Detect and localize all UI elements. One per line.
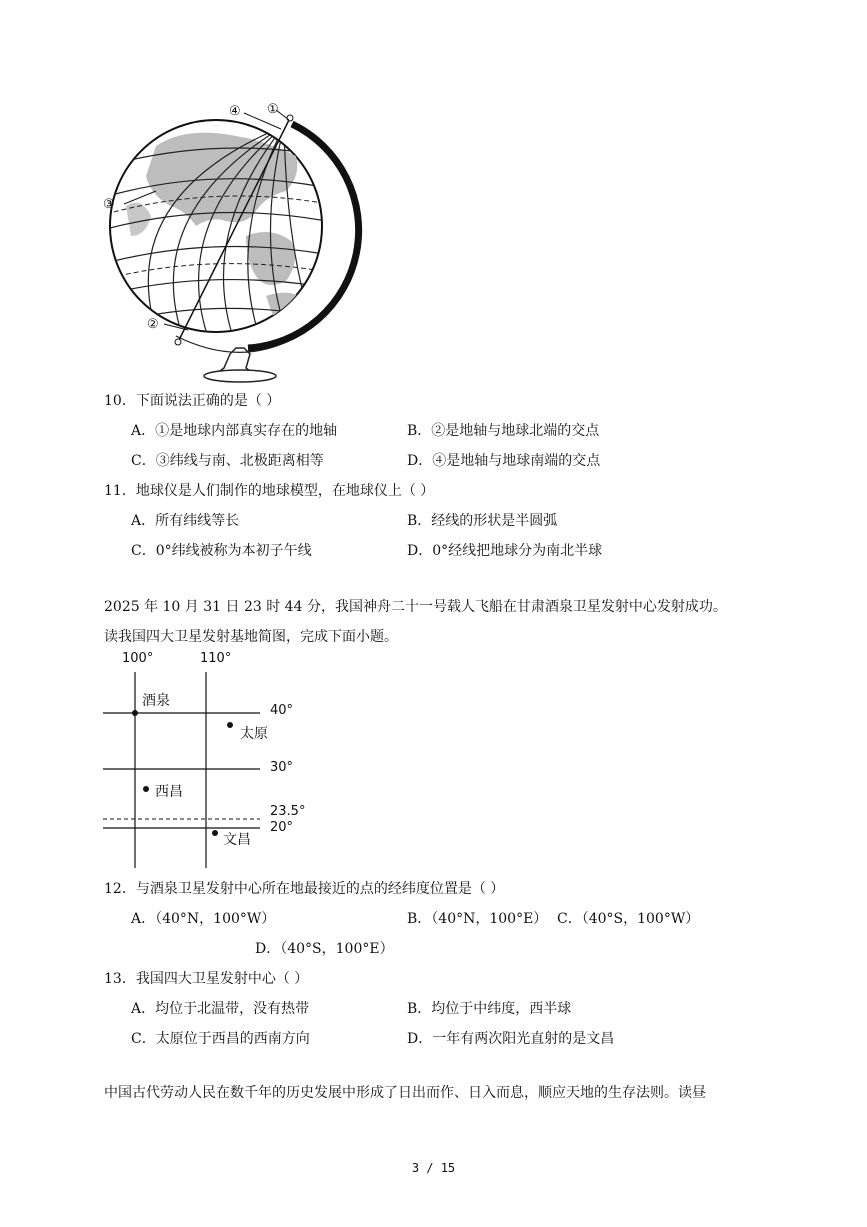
question-10-stem: 10．下面说法正确的是（ ）	[104, 393, 281, 409]
question-10-option-c: C．③纬线与南、北极距离相等	[131, 453, 324, 469]
question-11-stem: 11．地球仪是人们制作的地球模型，在地球仪上（ ）	[104, 483, 435, 499]
globe-label-1: ①	[267, 102, 279, 117]
lat-label-23-5: 23.5°	[270, 804, 306, 819]
question-11-option-b: B．经线的形状是半圆弧	[407, 513, 558, 529]
question-13-option-b: B．均位于中纬度，西半球	[407, 1001, 572, 1017]
question-12-stem: 12．与酒泉卫星发射中心所在地最接近的点的经纬度位置是（ ）	[104, 881, 505, 897]
taiyuan-dot	[227, 722, 233, 728]
place-xichang: 西昌	[155, 784, 183, 800]
question-10-option-a: A．①是地球内部真实存在的地轴	[131, 423, 338, 439]
place-jiuquan: 酒泉	[142, 693, 170, 709]
globe-label-3: ③	[103, 197, 115, 212]
question-13-option-d: D．一年有两次阳光直射的是文昌	[407, 1031, 615, 1047]
question-10-option-b: B．②是地轴与地球北端的交点	[407, 423, 600, 439]
lat-label-40: 40°	[270, 703, 294, 718]
closing-paragraph: 中国古代劳动人民在数千年的历史发展中形成了日出而作、日入而息，顺应天地的生存法则。读昼	[104, 1085, 706, 1101]
intro-line-2: 读我国四大卫星发射基地简图，完成下面小题。	[104, 629, 398, 645]
question-12-option-a: A．（40°N，100°W）	[131, 911, 276, 927]
lat-label-20: 20°	[270, 820, 294, 835]
question-10-option-d: D．④是地轴与地球南端的交点	[407, 453, 601, 469]
globe-label-2: ②	[147, 317, 159, 332]
wenchang-dot	[212, 830, 218, 836]
xichang-dot	[143, 786, 149, 792]
globe-label-4: ④	[229, 104, 241, 119]
lon-label-100: 100°	[122, 651, 154, 666]
question-12-option-c: C．（40°S，100°W）	[557, 911, 700, 927]
jiuquan-dot	[132, 710, 138, 716]
question-12-option-b: B．（40°N，100°E）	[407, 911, 548, 927]
question-12-option-d: D．（40°S，100°E）	[255, 941, 394, 957]
question-13-stem: 13．我国四大卫星发射中心（ ）	[104, 971, 309, 987]
lat-label-30: 30°	[270, 760, 294, 775]
place-taiyuan: 太原	[240, 726, 268, 742]
question-11-option-a: A．所有纬线等长	[131, 513, 240, 529]
lon-label-110: 110°	[200, 651, 232, 666]
place-wenchang: 文昌	[223, 832, 251, 848]
question-11-option-c: C．0°纬线被称为本初子午线	[131, 543, 312, 559]
question-13-option-a: A．均位于北温带，没有热带	[131, 1001, 310, 1017]
question-11-option-d: D．0°经线把地球分为南北半球	[407, 543, 603, 559]
launch-base-map	[100, 648, 310, 870]
question-13-option-c: C．太原位于西昌的西南方向	[131, 1031, 310, 1047]
globe-illustration	[96, 96, 366, 386]
page-number: 3 / 15	[411, 1161, 456, 1175]
intro-line-1: 2025 年 10 月 31 日 23 时 44 分，我国神舟二十一号载人飞船在甘肃酒泉卫星发射中心发射成功。	[104, 599, 727, 615]
